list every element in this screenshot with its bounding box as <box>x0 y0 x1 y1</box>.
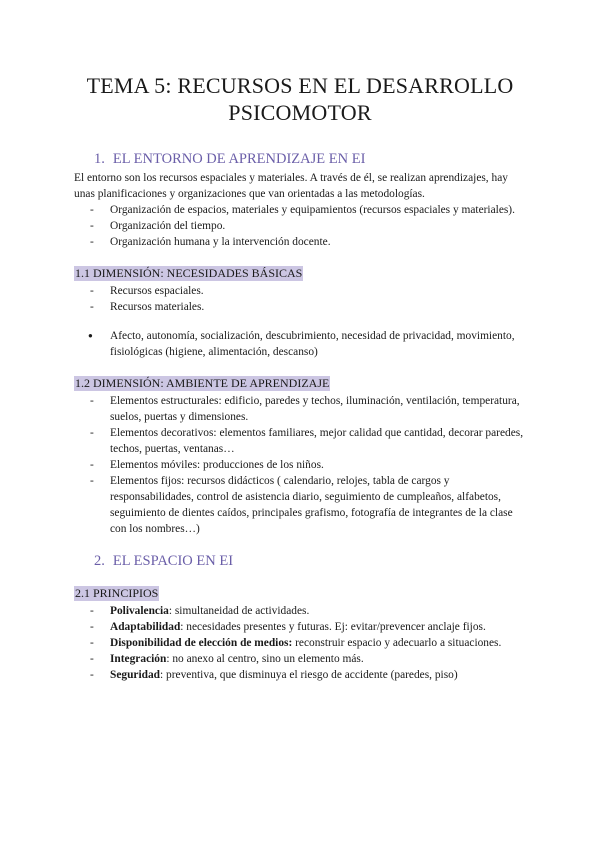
section-2-heading <box>74 553 526 570</box>
section-1-list <box>74 202 526 250</box>
bullet-item: ● Afecto, autonomía, socialización, descubrimiento, necesidad de privacidad, movimiento, fisiológicas (higiene, alimentación, descanso) <box>74 328 526 360</box>
term-text: : simultaneidad de actividades. <box>168 605 310 617</box>
title-line-1: TEMA 5: RECURSOS EN EL DESARROLLO <box>86 73 514 98</box>
section-1-title: EL ENTORNO DE APRENDIZAJE EN EI <box>112 151 366 167</box>
document-title <box>74 72 526 126</box>
subsection-2-1-list <box>74 603 526 683</box>
subsection-1-2-heading: 1.2 DIMENSIÓN: AMBIENTE DE APRENDIZAJE <box>75 376 330 390</box>
list-item: - Organización del tiempo. <box>74 218 526 234</box>
term-text: : necesidades presentes y futuras. Ej: evitar/prevencer anclaje fijos. <box>180 621 486 633</box>
section-2-title: EL ESPACIO EN EI <box>112 553 234 569</box>
list-item <box>74 603 526 619</box>
term-text: : no anexo al centro, sino un elemento más. <box>166 653 364 665</box>
title-line-2: PSICOMOTOR <box>228 100 372 125</box>
subsection-1-1-heading: 1.1 DIMENSIÓN: NECESIDADES BÁSICAS <box>75 266 303 280</box>
subsection-1-1-bullets <box>74 328 526 360</box>
subsection-2-1-heading-wrap <box>74 584 526 602</box>
term: Polivalencia <box>110 605 169 617</box>
section-2-number: 2. <box>94 553 105 569</box>
section-1-number: 1. <box>94 151 105 167</box>
list-item: - Elementos estructurales: edificio, paredes y techos, iluminación, ventilación, temperatura, suelos, puertas y dimensiones. <box>74 393 526 425</box>
list-item <box>74 651 526 667</box>
list-item: - Recursos materiales. <box>74 299 526 315</box>
subsection-1-1-list <box>74 283 526 315</box>
list-item: - Organización de espacios, materiales y equipamientos (recursos espaciales y materiales). <box>74 202 526 218</box>
term: Seguridad <box>110 669 161 681</box>
term-text: reconstruir espacio y adecuarlo a situaciones. <box>292 637 502 649</box>
list-item: - Organización humana y la intervención docente. <box>74 234 526 250</box>
list-item: - Elementos decorativos: elementos familiares, mejor calidad que cantidad, decorar paredes, techos, puertas, ventanas… <box>74 425 526 457</box>
section-1-heading <box>74 151 526 168</box>
subsection-1-2-heading-wrap <box>74 374 526 392</box>
term: Adaptabilidad <box>110 621 181 633</box>
subsection-1-1-heading-wrap <box>74 264 526 282</box>
term-text: : preventiva, que disminuya el riesgo de accidente (paredes, piso) <box>160 669 458 681</box>
subsection-1-2-list <box>74 393 526 537</box>
section-1-intro: El entorno son los recursos espaciales y materiales. A través de él, se realizan aprendizajes, hay unas planificaciones y organizaciones que van orientadas a las metodologías. <box>74 172 508 200</box>
list-item: - Recursos espaciales. <box>74 283 526 299</box>
term: Integración <box>110 653 167 665</box>
list-item: - Elementos fijos: recursos didácticos ( calendario, relojes, tabla de cargos y responsabilidades, control de asistencia diario, seguimiento de cumpleaños, alfabetos, seguimiento de dientes caídos, principales grafismo, fotografía de integrantes de la clase con los nombres…) <box>74 473 526 537</box>
list-item: - Elementos móviles: producciones de los niños. <box>74 457 526 473</box>
subsection-2-1-heading: 2.1 PRINCIPIOS <box>75 586 159 600</box>
term: Disponibilidad de elección de medios: <box>110 637 293 649</box>
list-item <box>74 635 526 651</box>
list-item <box>74 667 526 683</box>
list-item <box>74 619 526 635</box>
